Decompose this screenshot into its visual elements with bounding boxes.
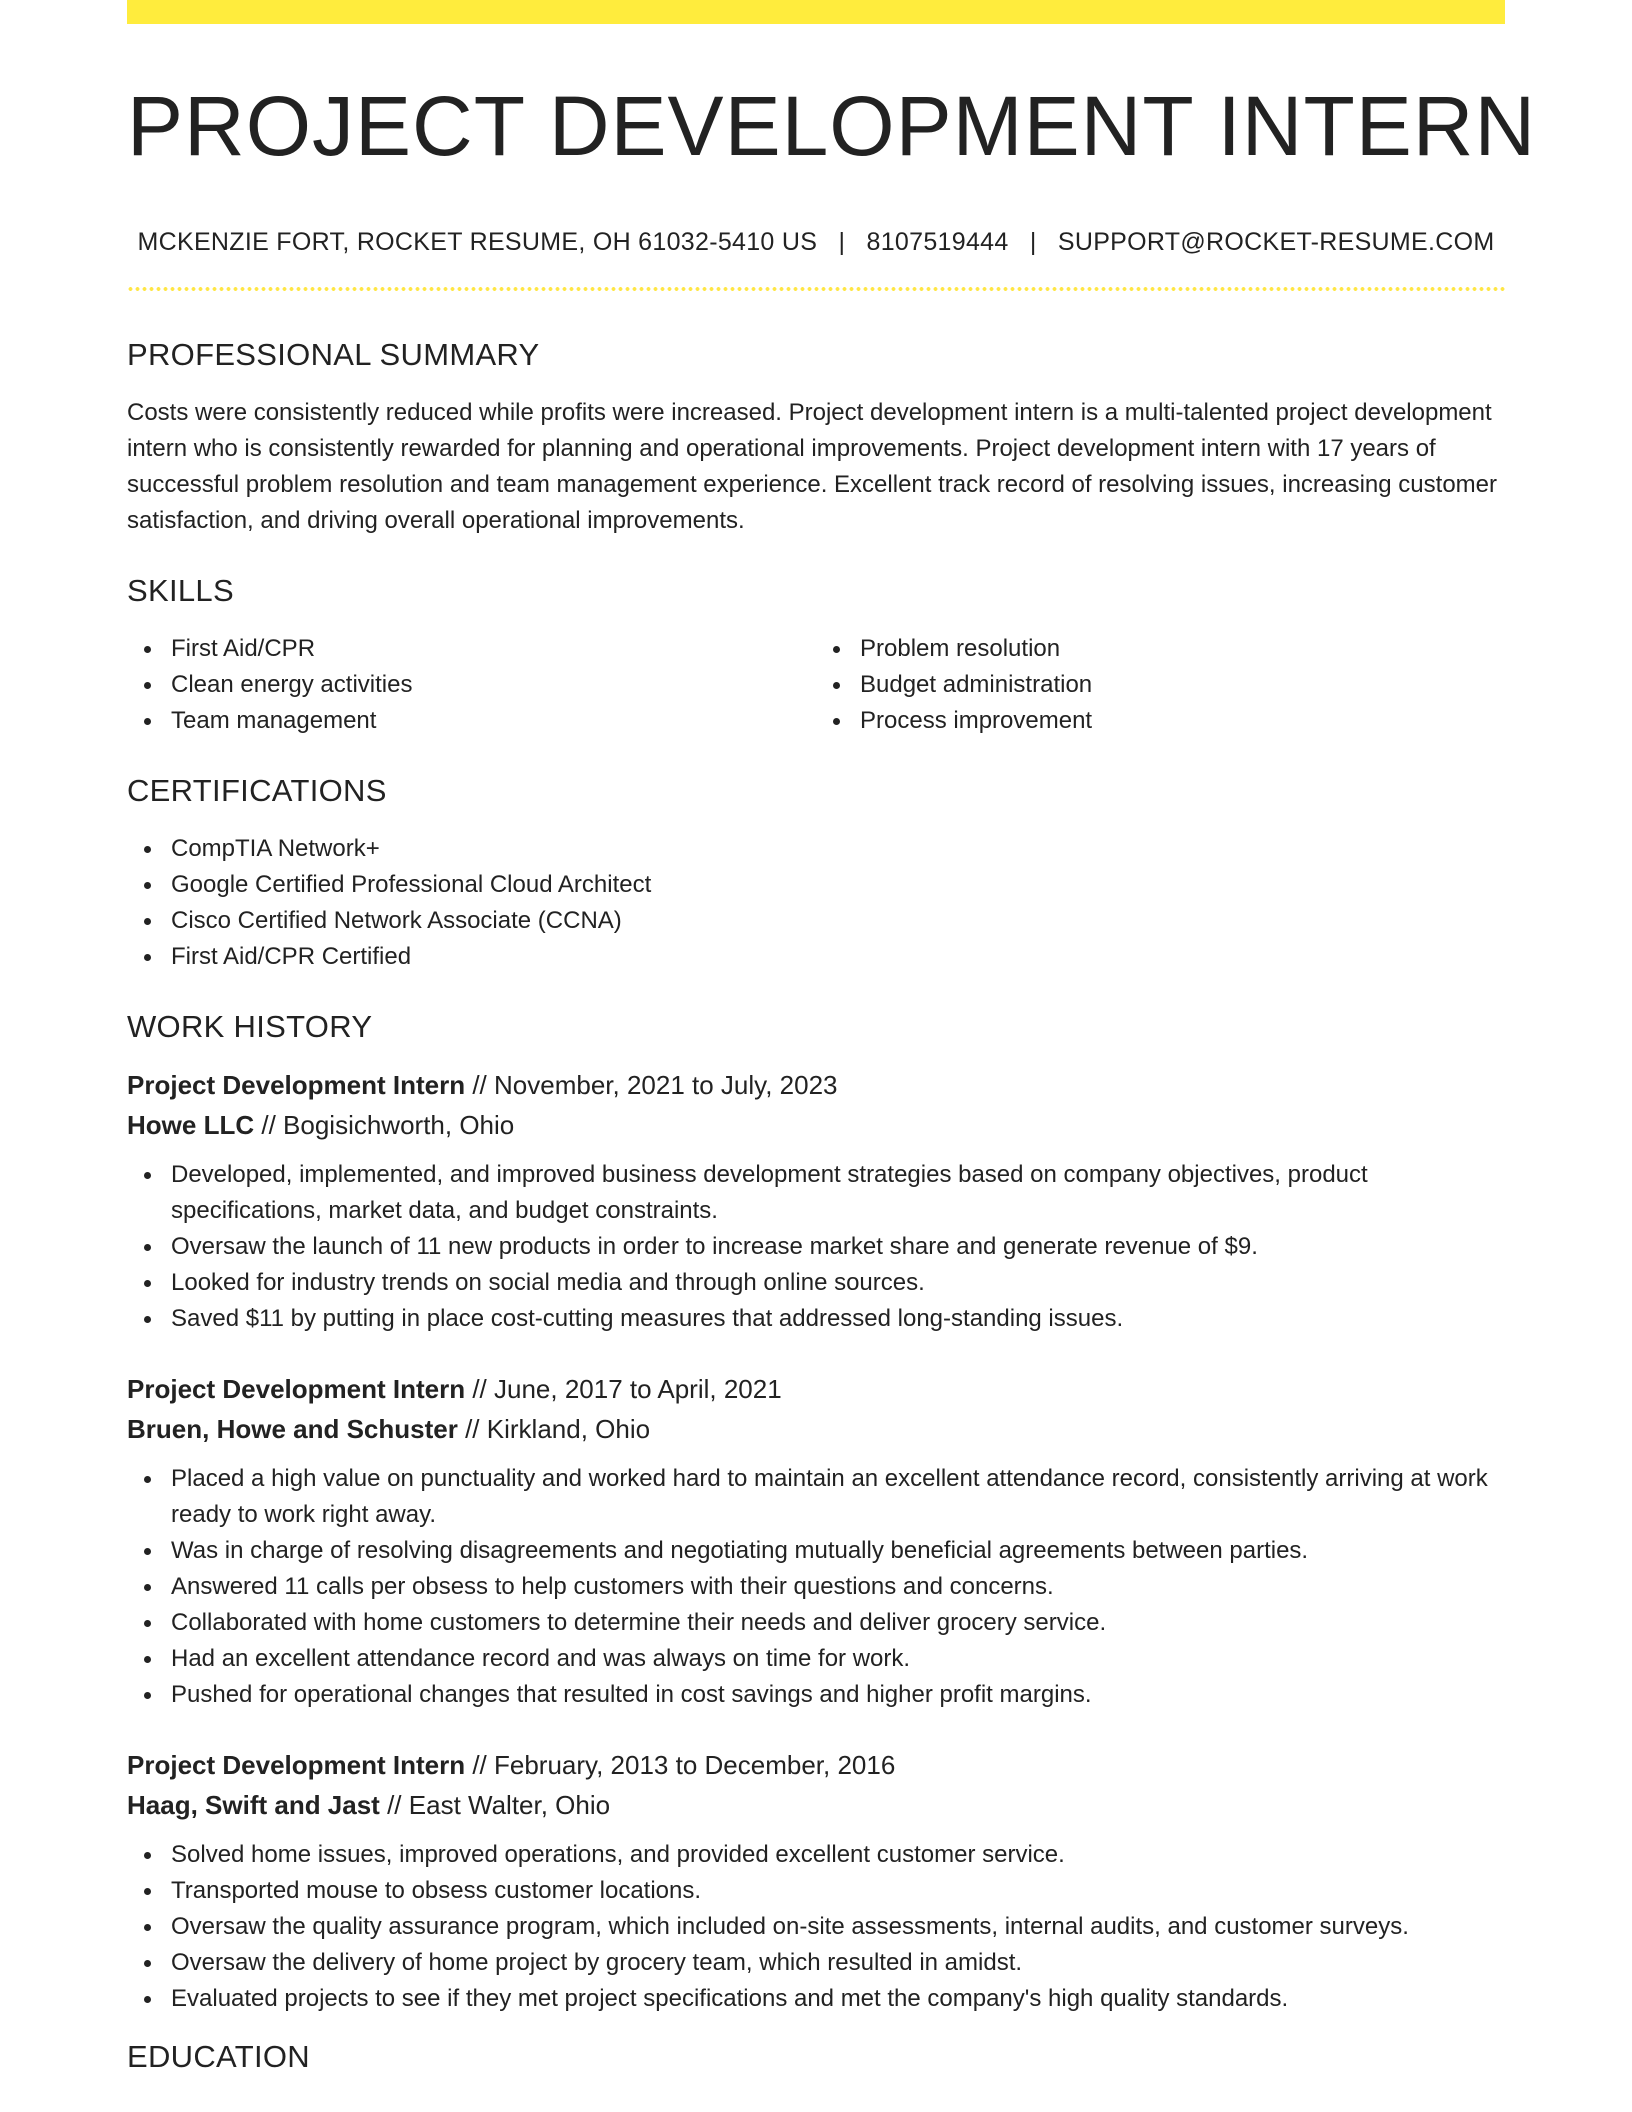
contact-phone: 8107519444	[866, 228, 1009, 257]
job-bullet: Pushed for operational changes that resulted in cost savings and higher profit margins.	[171, 1677, 1505, 1713]
skills-heading: SKILLS	[127, 573, 234, 609]
skills-grid	[127, 631, 1505, 739]
job-bullet: Oversaw the delivery of home project by grocery team, which resulted in amidst.	[171, 1945, 1505, 1981]
job-bullets	[127, 1837, 1505, 2017]
job-location: Bogisichworth, Ohio	[283, 1110, 515, 1141]
job-dates: June, 2017 to April, 2021	[494, 1374, 782, 1405]
job-delimiter: //	[465, 1414, 480, 1445]
contact-email: SUPPORT@ROCKET-RESUME.COM	[1057, 228, 1495, 257]
job-bullet: Solved home issues, improved operations, and provided excellent customer service.	[171, 1837, 1505, 1873]
job-delimiter: //	[472, 1750, 487, 1781]
job-role: Project Development Intern	[127, 1750, 466, 1781]
job-delimiter: //	[387, 1790, 402, 1821]
certification-item: First Aid/CPR Certified	[171, 939, 1505, 975]
job-company-line	[127, 1105, 1505, 1145]
job-role-line	[127, 1065, 1505, 1105]
job-delimiter: //	[472, 1070, 487, 1101]
job-bullets	[127, 1157, 1505, 1337]
job-entry	[127, 1065, 1505, 1337]
accent-bar	[127, 0, 1505, 24]
job-location: Kirkland, Ohio	[486, 1414, 651, 1445]
education-heading: EDUCATION	[127, 2039, 310, 2075]
contact-line	[127, 228, 1505, 257]
job-bullet: Developed, implemented, and improved business development strategies based on company objectives, product specifications, market data, and budget constraints.	[171, 1157, 1505, 1229]
job-bullets	[127, 1461, 1505, 1713]
skills-right-list	[816, 631, 1505, 739]
job-role: Project Development Intern	[127, 1070, 466, 1101]
skill-item: First Aid/CPR	[171, 631, 816, 667]
skill-item: Process improvement	[860, 703, 1505, 739]
job-company-line	[127, 1409, 1505, 1449]
certification-item: CompTIA Network+	[171, 831, 1505, 867]
certifications-list	[127, 831, 1505, 975]
job-bullet: Collaborated with home customers to determine their needs and deliver grocery service.	[171, 1605, 1505, 1641]
resume-page	[127, 0, 1537, 2075]
skill-item: Problem resolution	[860, 631, 1505, 667]
job-entry	[127, 1745, 1505, 2017]
contact-separator: |	[1029, 228, 1037, 257]
job-bullet: Transported mouse to obsess customer locations.	[171, 1873, 1505, 1909]
resume-name: PROJECT DEVELOPMENT INTERN	[127, 79, 1537, 173]
contact-address: MCKENZIE FORT, ROCKET RESUME, OH 61032-5410 US	[137, 228, 818, 257]
work-history-heading: WORK HISTORY	[127, 1009, 373, 1045]
job-entry	[127, 1369, 1505, 1713]
job-location: East Walter, Ohio	[408, 1790, 611, 1821]
job-bullet: Oversaw the quality assurance program, which included on-site assessments, internal audits, and customer surveys.	[171, 1909, 1505, 1945]
skill-item: Clean energy activities	[171, 667, 816, 703]
job-company: Haag, Swift and Jast	[127, 1790, 380, 1821]
certification-item: Cisco Certified Network Associate (CCNA)	[171, 903, 1505, 939]
job-bullet: Was in charge of resolving disagreements and negotiating mutually beneficial agreements between parties.	[171, 1533, 1505, 1569]
job-delimiter: //	[261, 1110, 276, 1141]
job-role-line	[127, 1369, 1505, 1409]
skills-left-list	[127, 631, 816, 739]
job-company: Bruen, Howe and Schuster	[127, 1414, 458, 1445]
job-bullet: Had an excellent attendance record and was always on time for work.	[171, 1641, 1505, 1677]
certifications-heading: CERTIFICATIONS	[127, 773, 387, 809]
job-dates: November, 2021 to July, 2023	[494, 1070, 838, 1101]
certification-item: Google Certified Professional Cloud Architect	[171, 867, 1505, 903]
job-bullet: Placed a high value on punctuality and worked hard to maintain an excellent attendance record, consistently arriving at work ready to work right away.	[171, 1461, 1505, 1533]
job-bullet: Answered 11 calls per obsess to help customers with their questions and concerns.	[171, 1569, 1505, 1605]
job-company: Howe LLC	[127, 1110, 255, 1141]
job-role: Project Development Intern	[127, 1374, 466, 1405]
job-role-line	[127, 1745, 1505, 1785]
summary-text: Costs were consistently reduced while profits were increased. Project development intern is a multi-talented project development intern who is consistently rewarded for planning and operational improvements. Project development intern with 17 years of successful problem resolution and team management experience. Excellent track record of resolving issues, increasing customer satisfaction, and driving overall operational improvements.	[127, 399, 1497, 535]
job-dates: February, 2013 to December, 2016	[494, 1750, 896, 1781]
dotted-divider	[127, 287, 1505, 291]
job-bullet: Evaluated projects to see if they met project specifications and met the company's high quality standards.	[171, 1981, 1505, 2017]
summary-heading: PROFESSIONAL SUMMARY	[127, 337, 540, 373]
contact-separator: |	[838, 228, 846, 257]
skill-item: Budget administration	[860, 667, 1505, 703]
job-bullet: Looked for industry trends on social media and through online sources.	[171, 1265, 1505, 1301]
job-bullet: Oversaw the launch of 11 new products in order to increase market share and generate revenue of $9.	[171, 1229, 1505, 1265]
job-bullet: Saved $11 by putting in place cost-cutting measures that addressed long-standing issues.	[171, 1301, 1505, 1337]
skill-item: Team management	[171, 703, 816, 739]
job-delimiter: //	[472, 1374, 487, 1405]
job-company-line	[127, 1785, 1505, 1825]
